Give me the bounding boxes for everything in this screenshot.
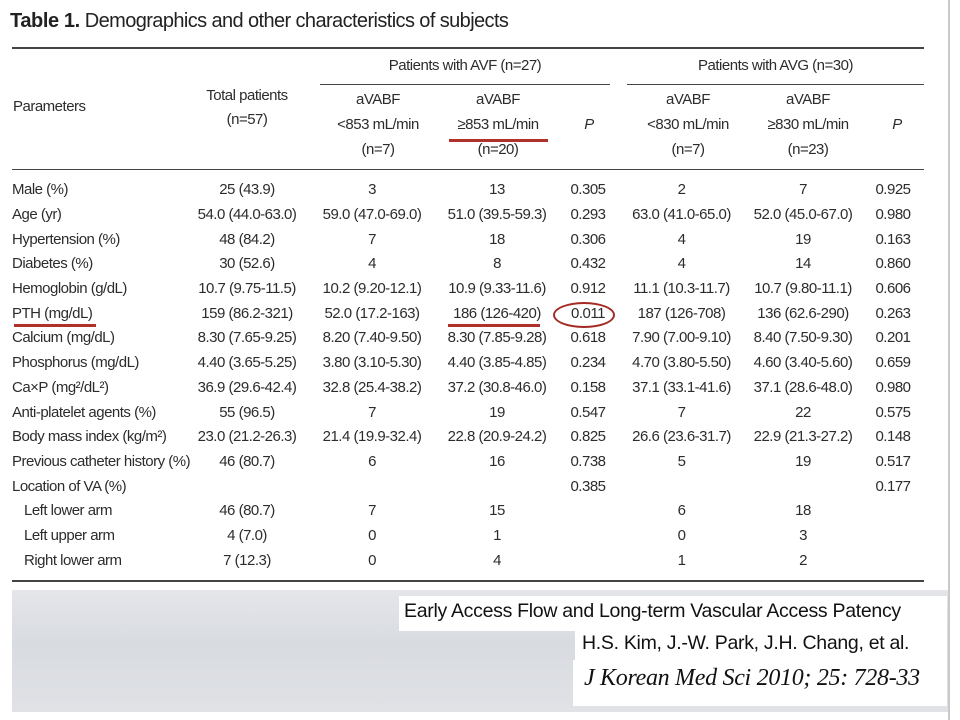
header-total-line2: (n=57)	[226, 111, 268, 128]
table-row	[12, 178, 924, 203]
cell-avf-high: 51.0 (39.5-59.3)	[447, 206, 547, 224]
cell-avg-p: 0.177	[875, 477, 911, 495]
cell-avf-p	[557, 499, 619, 524]
cell-avg-low	[619, 474, 744, 499]
cell-avg-low: 26.6 (23.6-31.7)	[632, 428, 731, 446]
cell-avg-p	[862, 524, 924, 549]
cell-avf-low: 8.20 (7.40-9.50)	[322, 329, 422, 347]
cell-param: Location of VA (%)	[12, 477, 127, 495]
highlight-underline-avf-high-header	[449, 139, 548, 142]
characteristics-table	[12, 178, 924, 573]
cell-avg-high: 3	[799, 526, 807, 544]
cell-avg-p	[862, 499, 924, 524]
citation-journal: J Korean Med Sci 2010; 25: 728-33	[584, 665, 920, 691]
cell-avg-low: 4.70 (3.80-5.50)	[632, 354, 731, 372]
cell-avg-low: 4	[677, 230, 686, 248]
slide-edge-rule	[948, 0, 950, 720]
cell-avg-p: 0.980	[875, 378, 911, 396]
cell-avf-low: 6	[368, 452, 376, 470]
cell-avf-p: 0.305	[570, 181, 606, 199]
cell-avf-p: 0.293	[570, 206, 606, 224]
cell-avg-p: 0.163	[875, 230, 911, 248]
highlight-circle-pth-p	[553, 302, 615, 328]
cell-total: 4.40 (3.65-5.25)	[197, 354, 297, 372]
table-top-rule	[12, 47, 924, 49]
header-avf-group: Patients with AVF (n=27)	[388, 57, 542, 74]
cell-avf-p: 0.547	[570, 403, 606, 421]
cell-avf-low: 21.4 (19.9-32.4)	[322, 428, 422, 446]
cell-avg-low: 187 (126-708)	[637, 304, 726, 322]
cell-avf-low: 7	[368, 403, 376, 421]
cell-avg-high: 4.60 (3.40-5.60)	[753, 354, 853, 372]
cell-param: Phosphorus (mg/dL)	[12, 354, 139, 372]
cell-avg-p: 0.860	[875, 255, 911, 273]
table-row	[12, 326, 924, 351]
cell-avg-low: 2	[677, 181, 686, 199]
citation-authors: H.S. Kim, J.-W. Park, J.H. Chang, et al.	[582, 632, 910, 654]
header-avg-low-line1: aVABF	[666, 91, 710, 108]
cell-param: Hypertension (%)	[12, 230, 120, 248]
table-row	[12, 227, 924, 252]
cell-avg-high: 14	[795, 255, 811, 273]
cell-avf-high: 4	[493, 551, 501, 569]
cell-avg-low: 0	[677, 526, 686, 544]
cell-param: Anti-platelet agents (%)	[12, 403, 156, 421]
cell-avg-high	[744, 474, 862, 499]
header-avg-low-line3: (n=7)	[671, 141, 705, 158]
cell-avg-high: 136 (62.6-290)	[757, 304, 849, 322]
cell-avg-high: 2	[799, 551, 807, 569]
cell-avf-high: 16	[489, 452, 505, 470]
cell-avg-p: 0.659	[875, 354, 911, 372]
cell-param: Male (%)	[12, 181, 69, 199]
cell-avg-high: 22	[795, 403, 811, 421]
cell-avf-low: 59.0 (47.0-69.0)	[322, 206, 422, 224]
table-row	[12, 474, 924, 499]
cell-total: 36.9 (29.6-42.4)	[197, 378, 297, 396]
cell-avf-low: 7	[368, 502, 376, 520]
table-row	[12, 425, 924, 450]
cell-avg-p: 0.606	[875, 280, 911, 298]
header-avf-p: P	[584, 116, 594, 133]
cell-avf-low: 52.0 (17.2-163)	[324, 304, 420, 322]
cell-avf-low: 10.2 (9.20-12.1)	[322, 280, 422, 298]
cell-avg-high: 18	[795, 502, 811, 520]
cell-total: 8.30 (7.65-9.25)	[197, 329, 297, 347]
cell-avg-low: 4	[677, 255, 686, 273]
table-row	[12, 450, 924, 475]
cell-avg-p	[862, 548, 924, 573]
cell-avf-high: 13	[489, 181, 505, 199]
cell-param: Body mass index (kg/m²)	[12, 428, 167, 446]
cell-avf-p: 0.385	[570, 477, 606, 495]
highlight-underline-pth-label	[14, 324, 96, 327]
cell-avf-p: 0.158	[570, 378, 606, 396]
cell-avf-high: 37.2 (30.8-46.0)	[447, 378, 547, 396]
cell-param: Age (yr)	[12, 206, 62, 224]
header-parameters: Parameters	[13, 98, 86, 115]
table-row	[12, 499, 924, 524]
table-caption-label: Table 1.	[10, 10, 80, 32]
citation-title: Early Access Flow and Long-term Vascular Access Patency	[404, 600, 901, 622]
cell-total	[187, 474, 307, 499]
cell-avg-high: 52.0 (45.0-67.0)	[753, 206, 853, 224]
cell-avg-high: 10.7 (9.80-11.1)	[754, 280, 852, 298]
header-avf-low-line2: <853 mL/min	[337, 116, 419, 133]
cell-avg-low: 37.1 (33.1-41.6)	[632, 378, 731, 396]
cell-total: 46 (80.7)	[219, 502, 275, 520]
cell-avg-low: 1	[677, 551, 686, 569]
cell-avg-p: 0.517	[875, 452, 911, 470]
cell-avf-high: 15	[489, 502, 505, 520]
table-caption-text: Demographics and other characteristics of subjects	[84, 10, 509, 32]
cell-total: 25 (43.9)	[219, 181, 275, 199]
cell-total: 23.0 (21.2-26.3)	[197, 428, 297, 446]
cell-param: Right lower arm	[24, 551, 122, 569]
cell-avf-p: 0.432	[570, 255, 606, 273]
table-bottom-rule	[12, 580, 924, 582]
cell-avf-p: 0.011	[571, 304, 605, 322]
cell-avf-low: 4	[368, 255, 376, 273]
header-avf-high-line3: (n=20)	[477, 141, 519, 158]
header-total-line1: Total patients	[206, 87, 288, 104]
header-bottom-rule	[12, 169, 924, 170]
table-row	[12, 524, 924, 549]
cell-avf-high: 22.8 (20.9-24.2)	[447, 428, 547, 446]
cell-avf-low: 3.80 (3.10-5.30)	[322, 354, 422, 372]
cell-avg-low: 6	[677, 502, 686, 520]
cell-avf-high	[437, 474, 557, 499]
table-row	[12, 301, 924, 326]
cell-param: Hemoglobin (g/dL)	[12, 280, 127, 298]
table-row	[12, 203, 924, 228]
avf-group-rule	[320, 84, 610, 85]
cell-avg-low: 7.90 (7.00-9.10)	[632, 329, 731, 347]
header-avf-high-line1: aVABF	[476, 91, 520, 108]
cell-total: 4 (7.0)	[227, 526, 267, 544]
cell-avf-p: 0.306	[570, 230, 606, 248]
cell-avf-p: 0.825	[570, 428, 606, 446]
cell-avg-high: 22.9 (21.3-27.2)	[753, 428, 853, 446]
header-avf-low-line3: (n=7)	[361, 141, 395, 158]
cell-avg-p: 0.148	[875, 428, 911, 446]
cell-avf-p	[557, 524, 619, 549]
cell-avf-low: 32.8 (25.4-38.2)	[322, 378, 422, 396]
cell-avg-low: 5	[677, 452, 686, 470]
header-avg-high-line1: aVABF	[786, 91, 830, 108]
cell-param: Previous catheter history (%)	[12, 452, 191, 470]
table-caption	[10, 10, 508, 33]
cell-param: PTH (mg/dL)	[12, 304, 93, 322]
cell-avf-high: 4.40 (3.85-4.85)	[447, 354, 547, 372]
header-avf-low-line1: aVABF	[356, 91, 400, 108]
cell-avg-p: 0.201	[875, 329, 911, 347]
cell-avf-p: 0.738	[570, 452, 606, 470]
cell-total: 7 (12.3)	[223, 551, 271, 569]
cell-avf-p	[557, 548, 619, 573]
cell-total: 55 (96.5)	[219, 403, 275, 421]
cell-total: 54.0 (44.0-63.0)	[197, 206, 297, 224]
cell-avf-low: 0	[368, 526, 376, 544]
cell-avf-low: 0	[368, 551, 376, 569]
cell-avg-high: 19	[795, 452, 811, 470]
cell-param: Calcium (mg/dL)	[12, 329, 115, 347]
cell-avf-high: 8.30 (7.85-9.28)	[447, 329, 547, 347]
cell-avg-high: 7	[799, 181, 807, 199]
table-row	[12, 548, 924, 573]
cell-avg-low: 11.1 (10.3-11.7)	[633, 280, 730, 298]
cell-param: Diabetes (%)	[12, 255, 93, 273]
cell-avf-low: 3	[368, 181, 376, 199]
cell-avf-p: 0.618	[570, 329, 606, 347]
avg-group-rule	[627, 84, 924, 85]
cell-total: 48 (84.2)	[219, 230, 275, 248]
cell-total: 46 (80.7)	[219, 452, 275, 470]
header-avg-group: Patients with AVG (n=30)	[698, 57, 853, 74]
cell-avg-low: 63.0 (41.0-65.0)	[632, 206, 731, 224]
cell-total: 159 (86.2-321)	[201, 304, 293, 322]
cell-avg-high: 19	[795, 230, 811, 248]
cell-avg-p: 0.980	[875, 206, 911, 224]
table-row	[12, 252, 924, 277]
highlight-underline-pth-value	[448, 324, 540, 327]
cell-param: Left upper arm	[24, 526, 115, 544]
cell-avf-high: 186 (126-420)	[453, 304, 541, 322]
cell-param: Ca×P (mg²/dL²)	[12, 378, 109, 396]
cell-avg-high: 37.1 (28.6-48.0)	[753, 378, 853, 396]
cell-avf-high: 18	[489, 230, 505, 248]
cell-total: 30 (52.6)	[219, 255, 275, 273]
header-avg-high-line3: (n=23)	[787, 141, 829, 158]
table-body	[12, 178, 924, 573]
table-row	[12, 277, 924, 302]
cell-avg-high: 8.40 (7.50-9.30)	[753, 329, 853, 347]
cell-avg-p: 0.925	[875, 181, 911, 199]
table-row	[12, 376, 924, 401]
cell-avf-high: 19	[489, 403, 505, 421]
cell-avg-low: 7	[677, 403, 686, 421]
cell-avf-p: 0.912	[570, 280, 606, 298]
cell-avf-high: 8	[493, 255, 501, 273]
cell-avg-p: 0.575	[875, 403, 911, 421]
cell-total: 10.7 (9.75-11.5)	[198, 280, 296, 298]
header-avg-low-line2: <830 mL/min	[647, 116, 729, 133]
header-avf-high-line2: ≥853 mL/min	[457, 116, 539, 133]
cell-avf-p: 0.234	[570, 354, 606, 372]
cell-avf-high: 10.9 (9.33-11.6)	[448, 280, 546, 298]
cell-avg-p: 0.263	[875, 304, 911, 322]
header-avg-p: P	[892, 116, 902, 133]
cell-param: Left lower arm	[24, 502, 113, 520]
cell-avf-low	[307, 474, 437, 499]
cell-avf-high: 1	[493, 526, 501, 544]
table-row	[12, 351, 924, 376]
table-row	[12, 400, 924, 425]
cell-avf-low: 7	[368, 230, 376, 248]
header-avg-high-line2: ≥830 mL/min	[767, 116, 849, 133]
